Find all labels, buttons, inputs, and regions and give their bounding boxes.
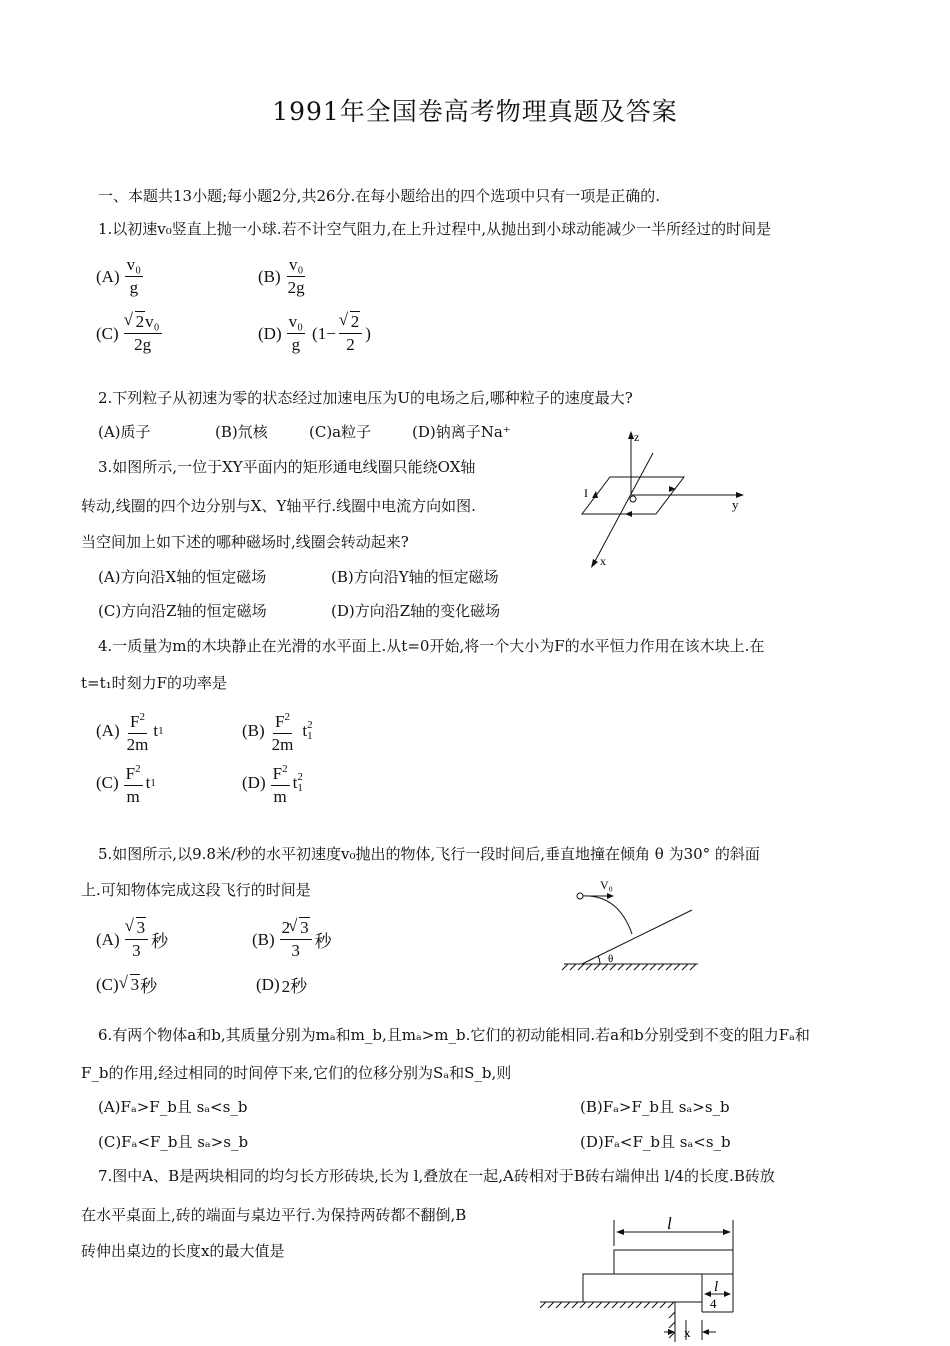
length-label: l <box>667 1216 672 1233</box>
q7-line3: 砖伸出桌边的长度x的最大值是 <box>81 1242 285 1260</box>
q1-a-fraction <box>125 255 143 298</box>
x-arrow-icon <box>591 559 598 568</box>
q2-option-c[interactable]: (C)a粒子 <box>309 423 372 441</box>
q4-d-fraction <box>271 759 290 807</box>
q1-b-fraction <box>286 255 307 298</box>
q6-line2: F_b的作用,经过相同的时间停下来,它们的位移分别为Sₐ和S_b,则 <box>81 1064 512 1082</box>
q5-option-a[interactable] <box>96 918 168 961</box>
q4-c-t-sub: 1 <box>150 777 156 789</box>
q4-a-t: t <box>153 721 159 740</box>
q1-option-b[interactable] <box>258 255 310 298</box>
q3-line2: 转动,线圈的四个边分别与X、Y轴平行.线圈中电流方向如图. <box>81 497 476 515</box>
angle-arc <box>598 956 600 964</box>
current-arrow-bottom-icon <box>625 511 632 517</box>
q1-d-den2: 2 <box>346 335 355 354</box>
q3-option-a[interactable]: (A)方向沿X轴的恒定磁场 <box>98 568 267 586</box>
q1-a-num: v₀ <box>125 255 143 277</box>
q4-c-F: F <box>125 764 136 783</box>
q1-d-num: v₀ <box>287 312 305 334</box>
q1-c-label: (C) <box>96 323 119 343</box>
q5-b-sqrt <box>290 918 310 938</box>
q5-c-label: (C) <box>96 974 119 994</box>
q4-d-F: F <box>272 764 283 783</box>
q4-b-fraction <box>270 707 296 755</box>
q1-c-fraction <box>124 312 162 355</box>
q5-b-label: (B) <box>252 929 275 949</box>
q1-option-a[interactable] <box>96 255 146 298</box>
q5-projectile-figure <box>560 872 700 972</box>
q4-b-sq: 2 <box>284 711 291 723</box>
quarter-numerator-label: l <box>714 1279 719 1295</box>
q4-option-a[interactable] <box>96 707 164 755</box>
q1-d-label: (D) <box>258 323 282 343</box>
q1-c-den: 2g <box>134 335 152 354</box>
q2-option-b[interactable]: (B)氘核 <box>215 423 268 441</box>
q6-option-d[interactable]: (D)Fₐ<F_b且 sₐ<s_b <box>580 1133 731 1151</box>
q4-c-fraction <box>124 759 143 807</box>
projectile-ball <box>577 893 583 899</box>
q4-a-label: (A) <box>96 721 120 740</box>
q5-a-fraction <box>125 918 149 961</box>
q4-b-den: 2m <box>271 735 294 754</box>
q5-b-coef: 2 <box>281 918 291 937</box>
q4-a-sq: 2 <box>139 711 145 723</box>
q1-c-sqrt <box>126 312 146 332</box>
q3-option-d[interactable]: (D)方向沿Z轴的变化磁场 <box>331 602 501 620</box>
q5-c-unit: 秒 <box>140 977 158 996</box>
q4-a-den: 2m <box>126 735 149 754</box>
velocity-label: V₀ <box>600 878 613 892</box>
y-label: y <box>732 497 739 512</box>
q5-b-den: 3 <box>291 941 300 960</box>
trajectory-curve <box>582 896 632 934</box>
q5-c-rad: 3 <box>130 974 140 994</box>
q4-c-label: (C) <box>96 773 119 792</box>
q2-text: 2.下列粒子从初速为零的状态经过加速电压为U的电场之后,哪种粒子的速度最大? <box>98 389 633 407</box>
q1-d-fraction <box>287 312 305 355</box>
q4-option-d[interactable] <box>242 759 303 807</box>
q1-d-open: (1− <box>312 323 336 343</box>
q5-b-fraction <box>280 918 312 961</box>
q5-a-den: 3 <box>132 941 141 960</box>
q4-a-t-sub: 1 <box>158 725 164 737</box>
q5-a-rad: 3 <box>136 918 146 937</box>
q4-c-den: m <box>126 787 140 806</box>
q3-option-c[interactable]: (C)方向沿Z轴的恒定磁场 <box>98 602 267 620</box>
q5-a-unit: 秒 <box>151 932 169 951</box>
velocity-arrow-icon <box>607 893 614 899</box>
q4-d-t-sup: 2 <box>297 771 303 783</box>
q5-option-d[interactable] <box>256 972 307 997</box>
q5-b-rad: 3 <box>300 918 309 937</box>
brick-b <box>583 1274 702 1302</box>
q6-option-b[interactable]: (B)Fₐ>F_b且 sₐ>s_b <box>580 1098 730 1116</box>
q4-d-den: m <box>273 787 287 806</box>
q7-bricks-figure <box>540 1216 740 1342</box>
q1-b-label: (B) <box>258 266 281 286</box>
q4-a-F: F <box>129 712 140 731</box>
q1-c-v: v₀ <box>145 312 160 331</box>
q4-line1: 4.一质量为m的木块静止在光滑的水平面上.从t=0开始,将一个大小为F的水平恒力作用在该木块上.在 <box>98 637 765 655</box>
q5-d-label: (D) <box>256 974 280 994</box>
q5-option-c[interactable] <box>96 972 157 997</box>
q4-b-label: (B) <box>242 721 265 740</box>
q1-a-den: g <box>129 278 139 297</box>
q1-option-c[interactable] <box>96 312 165 355</box>
current-label: I <box>584 486 588 500</box>
page-title: 1991年全国卷高考物理真题及答案 <box>272 97 678 126</box>
q5-d-value: 2秒 <box>281 977 308 996</box>
x-label: x <box>600 554 606 568</box>
q4-d-t-sub: 1 <box>297 782 303 794</box>
q4-b-t-sup: 2 <box>307 719 313 731</box>
q6-option-a[interactable]: (A)Fₐ>F_b且 sₐ<s_b <box>98 1098 248 1116</box>
q4-d-t: t <box>292 773 298 792</box>
section-heading: 一、本题共13小题;每小题2分,共26分.在每小题给出的四个选项中只有一项是正确的. <box>98 187 661 205</box>
q4-a-fraction <box>125 707 151 755</box>
brick-a <box>614 1250 733 1274</box>
q7-line2: 在水平桌面上,砖的端面与桌边平行.为保持两砖都不翻倒,B <box>81 1206 467 1224</box>
q1-text: 1.以初速v₀竖直上抛一小球.若不计空气阻力,在上升过程中,从抛出到小球动能减少一半所经过的时间是 <box>98 220 772 238</box>
q2-option-a[interactable]: (A)质子 <box>98 423 151 441</box>
q1-option-d[interactable] <box>258 312 371 355</box>
quarter-denominator-label: 4 <box>710 1296 717 1311</box>
q1-b-den: 2g <box>287 278 305 297</box>
z-label: z <box>634 430 640 444</box>
q5-line1: 5.如图所示,以9.8米/秒的水平初速度v₀抛出的物体,飞行一段时间后,垂直地撞在倾角 θ 为30° 的斜面 <box>98 845 760 863</box>
x-axis <box>594 453 653 563</box>
current-arrow-top-icon <box>669 486 676 492</box>
q1-d-close: ) <box>365 323 371 343</box>
q1-d-rad: 2 <box>350 312 360 331</box>
q4-b-t: t <box>302 721 308 740</box>
q4-b-t-sub: 1 <box>307 730 313 742</box>
q4-c-sq: 2 <box>135 763 141 775</box>
origin-point <box>630 496 636 502</box>
q3-line3: 当空间加上如下述的哪种磁场时,线圈会转动起来? <box>81 533 409 551</box>
q1-c-rad: 2 <box>135 312 145 331</box>
q5-option-b[interactable] <box>252 918 332 961</box>
q3-line1: 3.如图所示,一位于XY平面内的矩形通电线圈只能绕OX轴 <box>98 458 476 476</box>
q4-option-c[interactable] <box>96 759 156 807</box>
q1-b-num: v₀ <box>287 255 305 277</box>
q5-b-unit: 秒 <box>314 932 332 951</box>
q4-line2: t=t₁时刻力F的功率是 <box>81 674 228 692</box>
quarter-arrow-right-icon <box>724 1291 731 1297</box>
x-arrow-left-icon <box>668 1329 675 1335</box>
q4-c-t: t <box>145 773 151 792</box>
q4-option-b[interactable] <box>242 707 313 755</box>
q7-line1: 7.图中A、B是两块相同的均匀长方形砖块,长为 l,叠放在一起,A砖相对于B砖右端伸出 l/4的长度.B砖放 <box>98 1167 775 1185</box>
x-label: x <box>684 1325 691 1340</box>
q1-d-sqrt <box>341 312 361 332</box>
q1-d-den: g <box>291 335 301 354</box>
q5-a-label: (A) <box>96 929 120 949</box>
q2-option-d[interactable]: (D)钠离子Na⁺ <box>412 423 511 441</box>
q5-line2: 上.可知物体完成这段飞行的时间是 <box>81 881 311 899</box>
q5-c-sqrt <box>121 975 141 995</box>
q3-option-b[interactable]: (B)方向沿Y轴的恒定磁场 <box>331 568 499 586</box>
q3-coil-figure <box>572 425 752 575</box>
q4-d-sq: 2 <box>282 763 288 775</box>
arrow-left-icon <box>616 1229 624 1235</box>
q1-d-fraction2 <box>339 312 363 355</box>
arrow-right-icon <box>723 1229 731 1235</box>
q5-a-sqrt <box>127 918 147 938</box>
q6-line1: 6.有两个物体a和b,其质量分别为mₐ和m_b,且mₐ>m_b.它们的初动能相同.若a和b分别受到不变的阻力Fₐ和 <box>98 1026 810 1044</box>
q4-d-label: (D) <box>242 773 266 792</box>
x-arrow-right-icon <box>702 1329 709 1335</box>
q1-a-label: (A) <box>96 266 120 286</box>
q4-b-F: F <box>275 712 285 731</box>
theta-label: θ <box>608 953 614 965</box>
q6-option-c[interactable]: (C)Fₐ<F_b且 sₐ>s_b <box>98 1133 249 1151</box>
